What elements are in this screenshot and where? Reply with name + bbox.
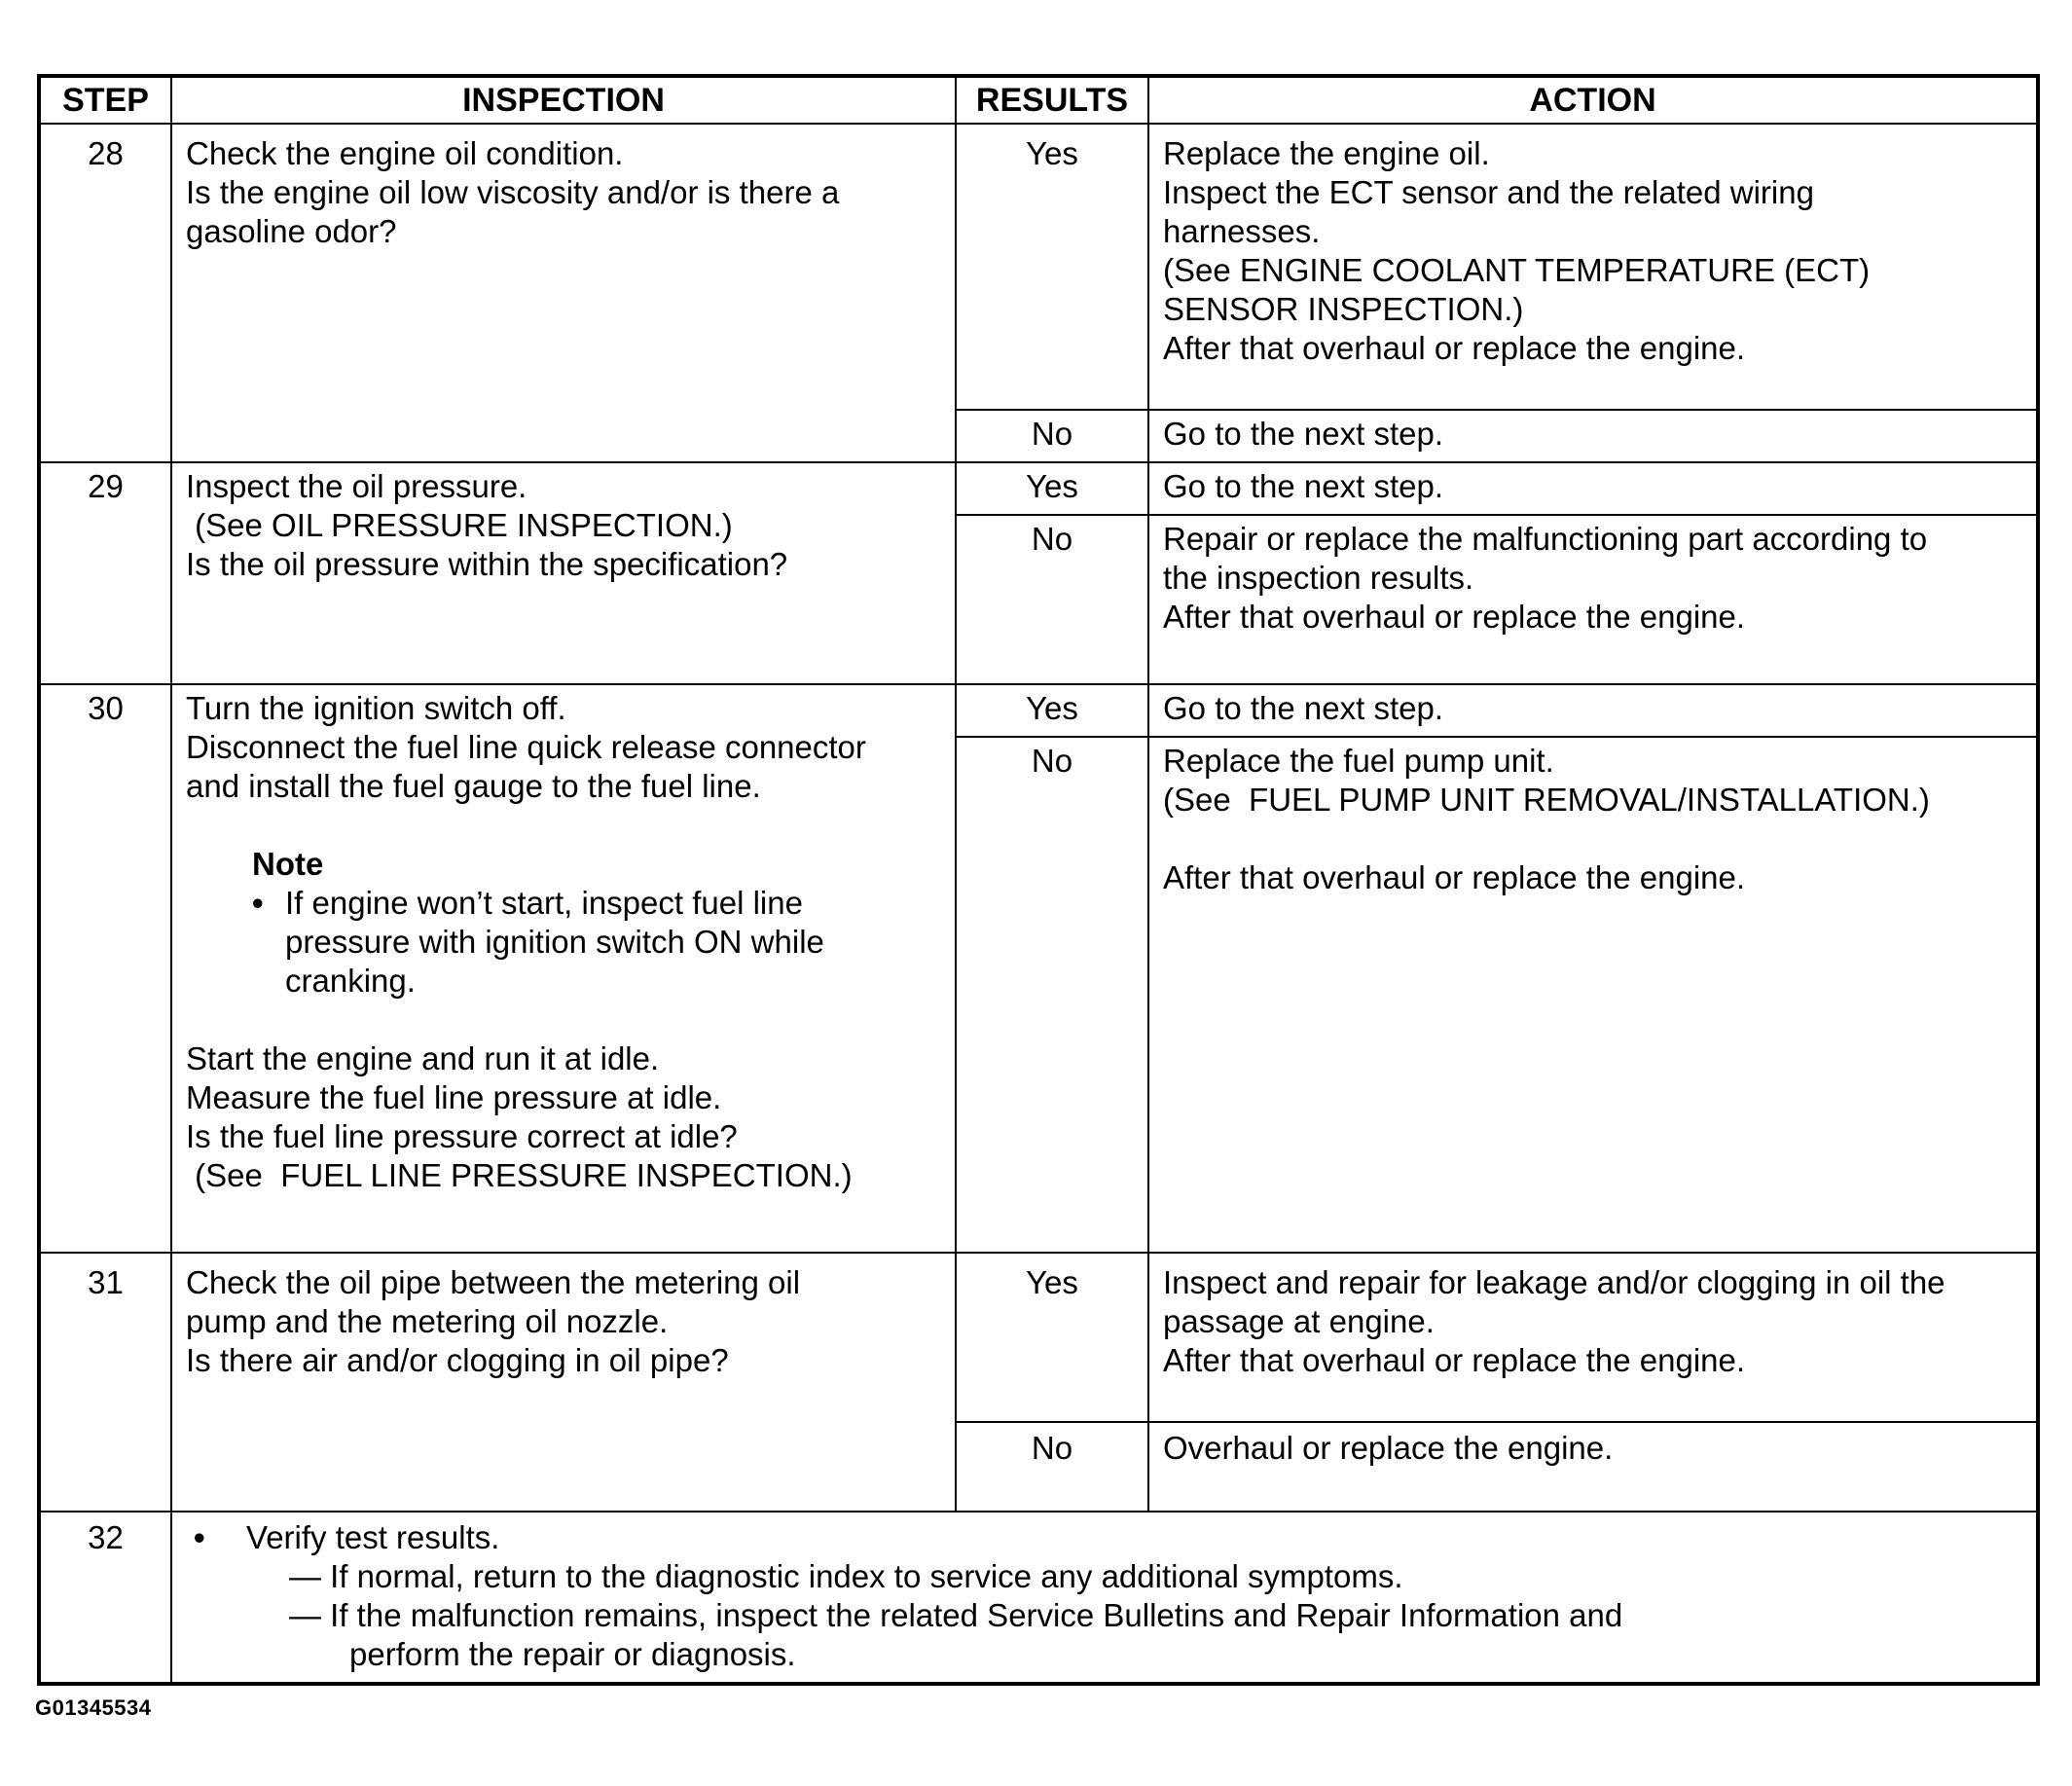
- action-line: Inspect and repair for leakage and/or clogging in oil the: [1163, 1264, 1945, 1300]
- action-line: After that overhaul or replace the engine.: [1163, 1342, 1746, 1378]
- note-bullet: [186, 884, 941, 1001]
- action-line: harnesses.: [1163, 213, 1321, 249]
- header-inspection: INSPECTION: [171, 76, 956, 124]
- step-28-yes-row: [39, 124, 2038, 410]
- inspection-line: gasoline odor?: [186, 213, 397, 249]
- step-29-result-yes: Yes: [956, 462, 1148, 515]
- inspection-line: and install the fuel gauge to the fuel line.: [186, 768, 761, 804]
- step-31-result-yes: Yes: [956, 1253, 1148, 1422]
- verify-bullet: [186, 1518, 2022, 1674]
- action-line: Repair or replace the malfunctioning part according to: [1163, 521, 1928, 557]
- action-line: Go to the next step.: [1163, 416, 1444, 452]
- spacer: [186, 1001, 941, 1039]
- step-29-action-yes: [1148, 462, 2038, 515]
- step-31-inspection: [171, 1253, 956, 1512]
- step-29-yes-row: [39, 462, 2038, 515]
- action-line: the inspection results.: [1163, 560, 1474, 596]
- step-32-number: 32: [39, 1512, 171, 1684]
- bullet-icon: •: [252, 885, 264, 921]
- inspection-line: Measure the fuel line pressure at idle.: [186, 1079, 722, 1115]
- inspection-line: Check the engine oil condition.: [186, 135, 624, 171]
- action-line: SENSOR INSPECTION.): [1163, 291, 1524, 327]
- step-30-yes-row: [39, 684, 2038, 737]
- note-line: If engine won’t start, inspect fuel line: [285, 885, 803, 921]
- figure-id: G01345534: [35, 1695, 152, 1720]
- step-31-result-no: No: [956, 1422, 1148, 1512]
- action-line: Replace the fuel pump unit.: [1163, 743, 1554, 779]
- step-28-result-yes: Yes: [956, 124, 1148, 410]
- spacer: [186, 806, 941, 845]
- action-line: (See ENGINE COOLANT TEMPERATURE (ECT): [1163, 252, 1871, 288]
- action-line: passage at engine.: [1163, 1303, 1435, 1339]
- header-results: RESULTS: [956, 76, 1148, 124]
- inspection-line: Check the oil pipe between the metering oil: [186, 1264, 801, 1300]
- header-step: STEP: [39, 76, 171, 124]
- verify-sub-malfunction-cont: perform the repair or diagnosis.: [349, 1636, 796, 1672]
- inspection-line: pump and the metering oil nozzle.: [186, 1303, 669, 1339]
- note-bullet-text: [285, 884, 941, 1001]
- note-line: cranking.: [285, 963, 416, 999]
- inspection-line: Is the oil pressure within the specification?: [186, 546, 788, 582]
- note-title: Note: [252, 846, 324, 882]
- header-row: [39, 76, 2038, 124]
- header-action: ACTION: [1148, 76, 2038, 124]
- step-30-number: 30: [39, 684, 171, 1253]
- step-32-row: [39, 1512, 2038, 1684]
- step-30-action-yes: [1148, 684, 2038, 737]
- step-29-action-no: [1148, 515, 2038, 684]
- step-28-number: 28: [39, 124, 171, 462]
- step-30-result-yes: Yes: [956, 684, 1148, 737]
- inspection-line: Is the engine oil low viscosity and/or is there a: [186, 174, 840, 210]
- step-29-number: 29: [39, 462, 171, 684]
- step-31-number: 31: [39, 1253, 171, 1512]
- verify-text: [246, 1518, 1622, 1674]
- step-28-action-no: [1148, 410, 2038, 462]
- step-29-result-no: No: [956, 515, 1148, 684]
- step-28-action-yes: [1148, 124, 2038, 410]
- action-line: Inspect the ECT sensor and the related wiring: [1163, 174, 1814, 210]
- action-line: Go to the next step.: [1163, 468, 1444, 504]
- inspection-line: Turn the ignition switch off.: [186, 690, 566, 726]
- step-29-inspection: [171, 462, 956, 684]
- step-30-inspection: [171, 684, 956, 1253]
- step-28-inspection: [171, 124, 956, 462]
- inspection-line: Disconnect the fuel line quick release connector: [186, 729, 866, 765]
- inspection-line: Is the fuel line pressure correct at idle?: [186, 1118, 738, 1154]
- spacer: [1163, 820, 2022, 858]
- bullet-icon: •: [194, 1519, 205, 1555]
- inspection-line: Start the engine and run it at idle.: [186, 1040, 660, 1076]
- verify-sub-normal: — If normal, return to the diagnostic index to service any additional symptoms.: [289, 1558, 1403, 1594]
- note-line: pressure with ignition switch ON while: [285, 924, 824, 960]
- action-line: Go to the next step.: [1163, 690, 1444, 726]
- verify-sub-malfunction: — If the malfunction remains, inspect the related Service Bulletins and Repair Information and: [289, 1597, 1623, 1633]
- step-31-action-no: [1148, 1422, 2038, 1512]
- inspection-line: Inspect the oil pressure.: [186, 468, 527, 504]
- step-31-yes-row: [39, 1253, 2038, 1422]
- action-line: After that overhaul or replace the engine.: [1163, 859, 1746, 895]
- step-28-result-no: No: [956, 410, 1148, 462]
- inspection-line: (See FUEL LINE PRESSURE INSPECTION.): [186, 1157, 853, 1193]
- step-30-result-no: No: [956, 737, 1148, 1253]
- step-32-inspection: [171, 1512, 2038, 1684]
- action-line: Replace the engine oil.: [1163, 135, 1490, 171]
- inspection-line: (See OIL PRESSURE INSPECTION.): [186, 507, 733, 543]
- action-line: After that overhaul or replace the engine.: [1163, 330, 1746, 366]
- action-line: Overhaul or replace the engine.: [1163, 1430, 1614, 1466]
- inspection-line: Is there air and/or clogging in oil pipe?: [186, 1342, 729, 1378]
- diagnostic-table: [37, 74, 2040, 1686]
- step-30-action-no: [1148, 737, 2038, 1253]
- action-line: After that overhaul or replace the engine.: [1163, 599, 1746, 635]
- verify-line: Verify test results.: [246, 1519, 500, 1555]
- step-31-action-yes: [1148, 1253, 2038, 1422]
- action-line: (See FUEL PUMP UNIT REMOVAL/INSTALLATION.): [1163, 782, 1930, 818]
